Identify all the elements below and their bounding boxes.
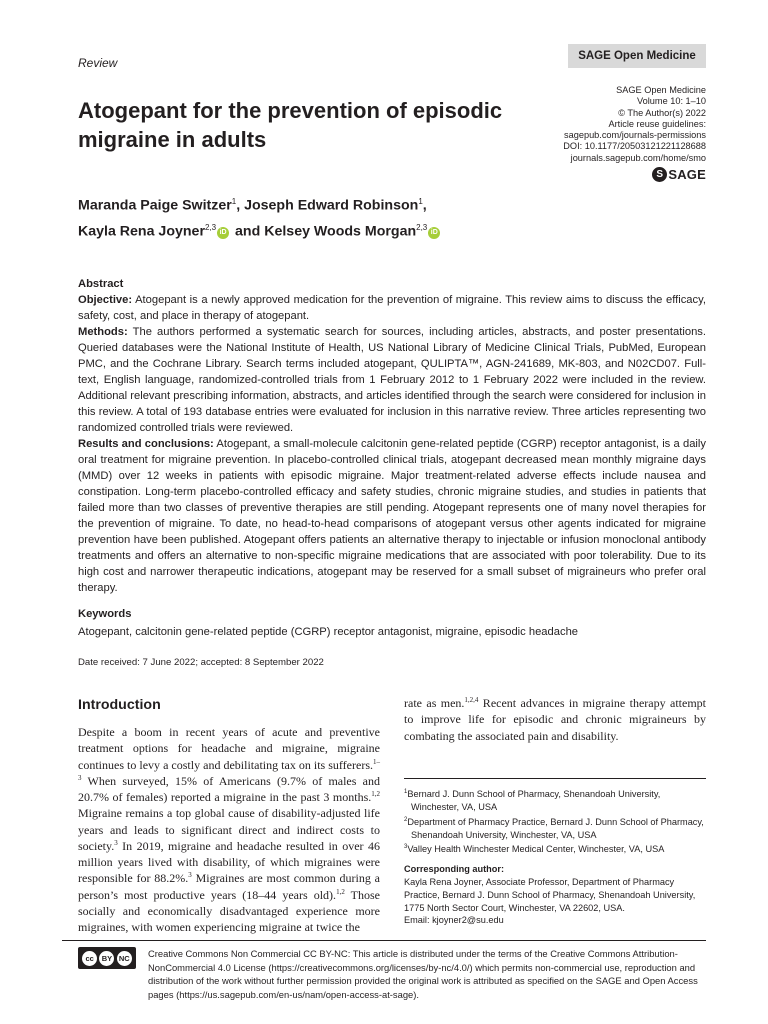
- corresponding-line: Practice, Bernard J. Dunn School of Pharmacy, Shenandoah University,: [404, 889, 696, 900]
- keywords-heading: Keywords: [78, 608, 132, 620]
- citation[interactable]: 3: [114, 838, 118, 847]
- corresponding-author-heading: Corresponding author:: [404, 864, 505, 875]
- affiliations: [404, 786, 706, 927]
- affiliation-item-cont: Shenandoah University, Winchester, VA, USA: [411, 829, 597, 840]
- author-list: Maranda Paige Switzer$^1$, Joseph Edward Robinson$^1$, Kayla Rena Joyner$^{2,3}$iD and Kelsey Woods Morgan$^{2,3}$iD: [78, 191, 518, 242]
- section-heading-introduction: Introduction: [78, 697, 161, 713]
- citation[interactable]: 1,2,4: [464, 696, 479, 704]
- article-metadata: [516, 85, 706, 164]
- sage-s-icon: S: [652, 167, 667, 182]
- intro-column-left: [78, 724, 380, 935]
- meta-journal-link[interactable]: journals.sagepub.com/home/smo: [570, 152, 706, 163]
- cc-icon: cc: [82, 951, 97, 966]
- meta-copyright: © The Author(s) 2022: [618, 107, 706, 118]
- abstract-methods: Methods: The authors performed a systematic search for sources, including articles, abstracts, and poster presentations. Queried databases were the National Institute of Health, US National Library of Medicine Clinical Trials, PubMed, European PMC, and the Cochrane Library. Search terms included atogepant, QULIPTA™, AGN-241689, MK-803, and N02CD07. Full-text, English language, randomized-controlled trials from 1 February 2012 to 1 February 2022 were included in the review. Additional relevant prescribing information, abstracts, and articles identified through the search were considered for inclusion in this review. A total of 193 database entries were evaluated for inclusion in this narrative review. Three articles representing two randomized controlled trials were reviewed.: [78, 326, 706, 434]
- dates: Date received: 7 June 2022; accepted: 8 September 2022: [78, 657, 324, 668]
- keywords-text: Atogepant, calcitonin gene-related peptide (CGRP) receptor antagonist, migraine, episodic headache: [78, 626, 579, 638]
- footnote-divider: [404, 778, 706, 779]
- intro-column-right: [404, 695, 706, 744]
- author-name: Maranda Paige Switzer: [78, 197, 232, 214]
- affiliation-item: $^2$Department of Pharmacy Practice, Bernard J. Dunn School of Pharmacy,: [404, 816, 704, 827]
- nc-icon: NC: [117, 951, 132, 966]
- abstract: [78, 276, 706, 596]
- affiliation-item: $^1$Bernard J. Dunn School of Pharmacy, Shenandoah University,: [404, 789, 661, 800]
- journal-name-box: SAGE Open Medicine: [568, 44, 706, 68]
- by-icon: BY: [99, 951, 114, 966]
- abstract-objective: Objective: Atogepant is a newly approved medication for the prevention of migraine. This review aims to discuss the efficacy, safety, cost, and place in therapy of atogepant.: [78, 294, 706, 322]
- cc-license-badge[interactable]: [78, 947, 136, 969]
- citation[interactable]: 1,2: [336, 887, 345, 896]
- orcid-icon[interactable]: iD: [428, 227, 440, 239]
- author-name: Kelsey Woods Morgan: [264, 223, 417, 240]
- meta-permissions-link[interactable]: sagepub.com/journals-permissions: [564, 130, 706, 141]
- intro-paragraph: Despite a boom in recent years of acute and preventive treatment options for headache and migraine, migraine continues to levy a costly and debilitating tax on its sufferers.$^{1-3}$ When surveyed, 15% of Americans (9.7% of males and 20.7% of females) reported a migraine in the past 3 months.$^{1,2}$ Migraine remains a top global cause of disability-adjusted life years and leads to significant direct and indirect costs to society.$^3$ In 2019, migraine and headache resulted in over 46 million years lived with disability, of which migraines were responsible for 88.2%.$^3$ Migraines are most common during a person’s most productive years (18–44 years old).$^{1,2}$ Those socially and economically disadvantaged experience more migraines, with women experiencing migraine at twice the: [78, 725, 380, 934]
- citation[interactable]: 1–3: [78, 757, 380, 782]
- author-name: Kayla Rena Joyner: [78, 223, 205, 240]
- meta-reuse-label: Article reuse guidelines:: [608, 118, 706, 129]
- license-divider: [62, 940, 706, 941]
- sage-logo: S SAGE: [652, 167, 706, 182]
- orcid-icon[interactable]: iD: [217, 227, 229, 239]
- corresponding-line: Kayla Rena Joyner, Associate Professor, Department of Pharmacy: [404, 876, 675, 887]
- citation[interactable]: 3: [188, 871, 192, 880]
- article-title: Atogepant for the prevention of episodic migraine in adults: [78, 98, 503, 152]
- abstract-results: Results and conclusions: Atogepant, a small-molecule calcitonin gene-related peptide (CGRP) receptor antagonist, is a daily oral treatment for migraine prevention. In placebo-controlled clinical trials, atogepant decreased mean monthly migraine days (MMD) over 12 weeks in patients with episodic migraine. Major treatment-related adverse effects include nausea and constipation. Long-term placebo-controlled efficacy and safety studies, chronic migraine studies, and studies in patients that failed more than two classes of preventive therapies are still pending. Atogepant represents one of many novel therapies for the prevention of migraine. To date, no head-to-head comparisons of atogepant versus other agents indicated for migraine prevention have been published. Atogepant offers patients an alternative therapy to injectable or infusion monoclonal antibody treatments and offers an alternative to non-specific migraine medications that are associated with poor tolerability. Due to its high cost and narrower therapeutic indications, atogepant may be reserved for a small subset of migraineurs who prefer oral therapy.: [78, 438, 706, 594]
- corresponding-line: 1775 North Sector Court, Winchester, VA 22602, USA.: [404, 902, 625, 913]
- intro-paragraph: rate as men.$^{1,2,4}$ Recent advances in migraine therapy attempt to improve life for episodic and chronic migraineurs by combating the associated pain and disability.: [404, 696, 706, 743]
- article-type: Review: [78, 56, 118, 70]
- meta-volume: Volume 10: 1–10: [637, 96, 706, 107]
- meta-doi[interactable]: DOI: 10.1177/20503121221128688: [563, 141, 706, 152]
- author-name: Joseph Edward Robinson: [244, 197, 419, 214]
- affiliation-item-cont: Winchester, VA, USA: [411, 801, 498, 812]
- abstract-heading: Abstract: [78, 278, 124, 290]
- meta-journal: SAGE Open Medicine: [616, 85, 706, 95]
- citation[interactable]: 1,2: [371, 790, 380, 798]
- license-text: Creative Commons Non Commercial CC BY-NC: This article is distributed under the terms of the Creative Commons Attribution-NonCommercial 4.0 License (https://creativecommons.org/licenses/by-nc/4.0/) which permits non-commercial use, reproduction and distribution of the work without further permission provided the original work is attributed as specified on the SAGE and Open Access pages (https://us.sagepub.com/en-us/nam/open-access-at-sage).: [148, 948, 698, 1000]
- corresponding-email[interactable]: Email: kjoyner2@su.edu: [404, 915, 504, 926]
- affiliation-item: $^3$Valley Health Winchester Medical Center, Winchester, VA, USA: [404, 844, 665, 855]
